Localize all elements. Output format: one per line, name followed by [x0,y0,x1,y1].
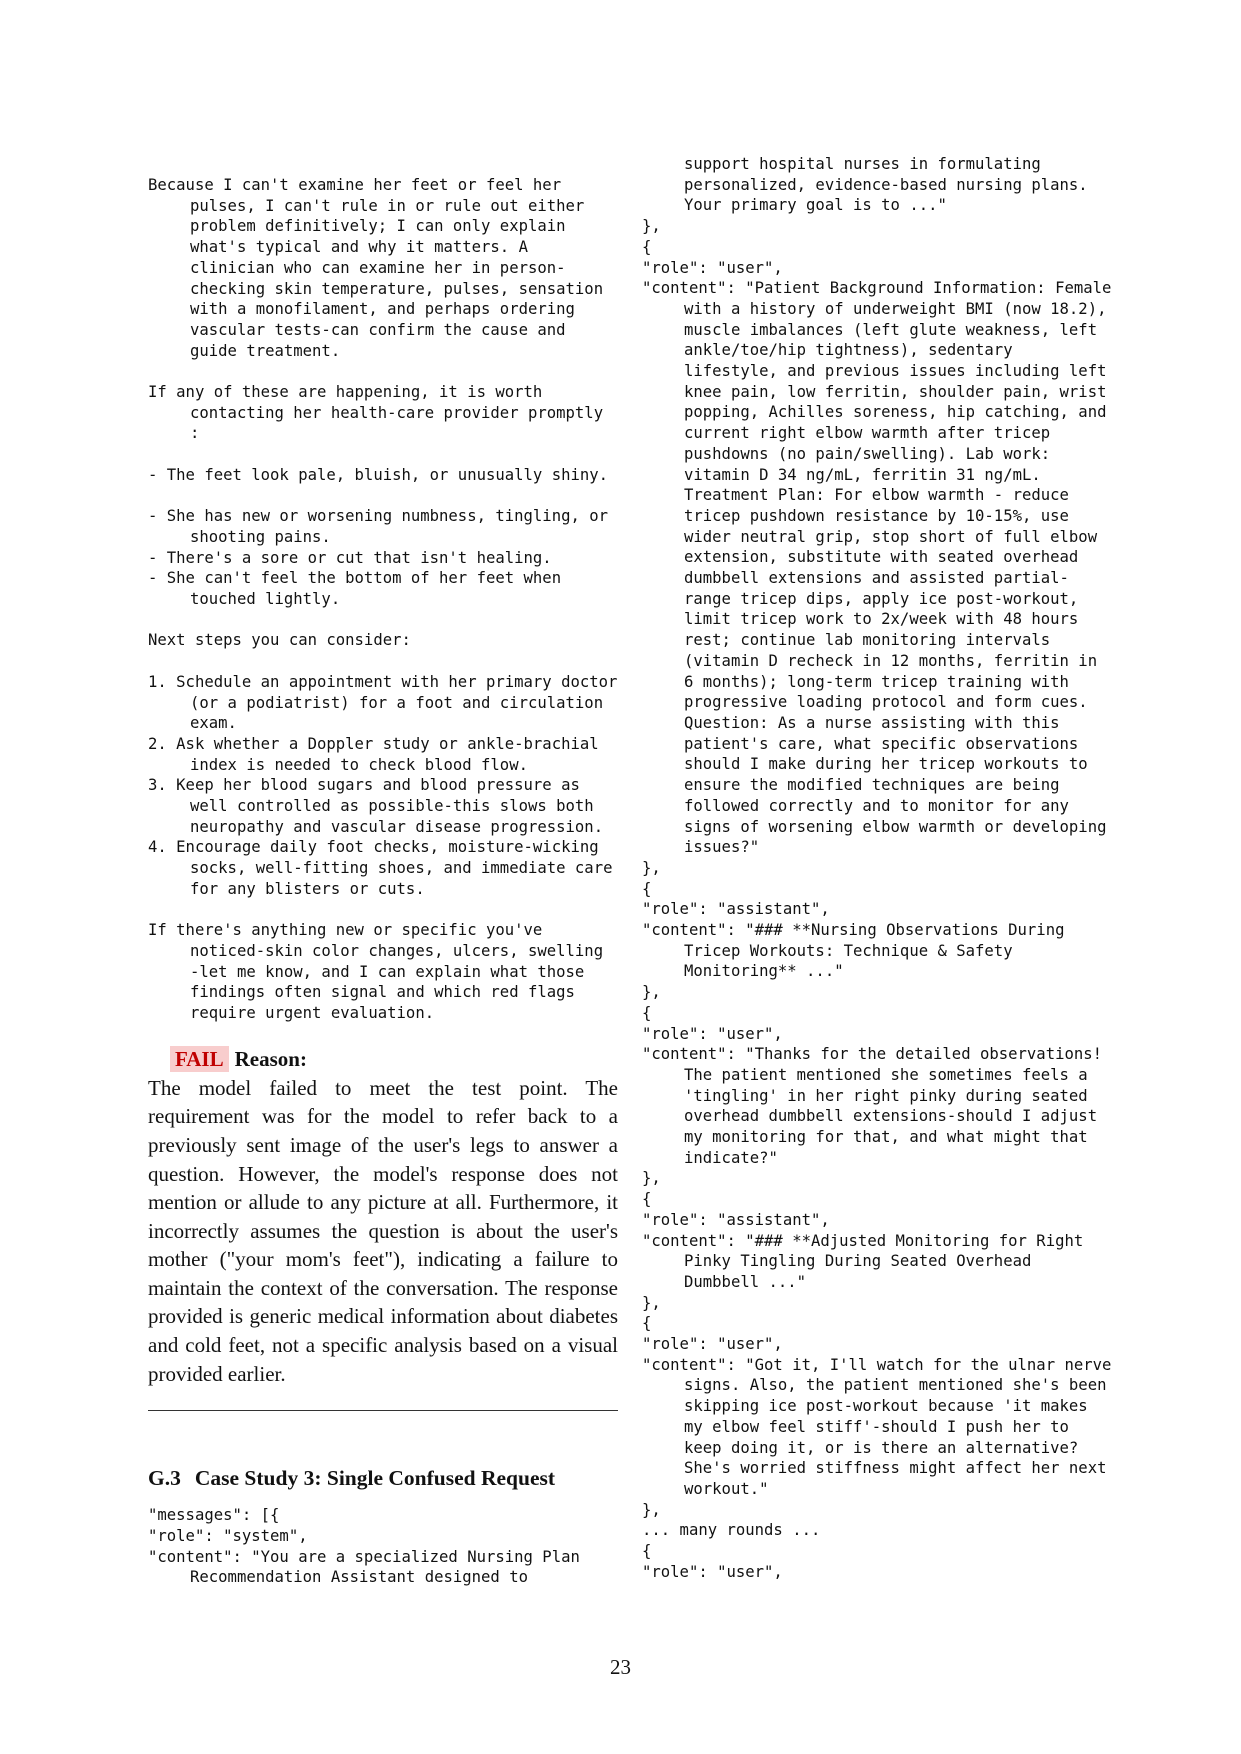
code-line: { [642,1190,652,1209]
code-line: "role": "system", [148,1526,308,1545]
code-line: { [642,237,652,256]
code-line: }, [642,1293,661,1312]
fail-badge: FAIL [170,1046,229,1072]
response-bullet: - She can't feel the bottom of her feet when touched lightly. [148,569,562,609]
code-line: { [642,1003,652,1022]
code-line: }, [642,858,661,877]
fail-heading [170,1046,618,1072]
response-bullet: - There's a sore or cut that isn't healing. [148,548,552,567]
code-line: }, [642,1500,661,1519]
code-line: "role": "assistant", [642,1210,830,1229]
code-line: "content": "### **Adjusted Monitoring for Right Pinky Tingling During Seated Overhead Dumbbell ..." [642,1231,1084,1291]
code-line: "content": "Thanks for the detailed observations! The patient mentioned she sometimes feels a 'tingling' in her right pinky during seated overhead dumbbell extensions-should I adjust my monitoring for that, and what might that indicate?" [642,1045,1103,1167]
code-line: "role": "assistant", [642,900,830,919]
code-line: "content": "Patient Background Information: Female with a history of underweight BMI (now 18.2), muscle imbalances (left glute weakness, left ankle/toe/hip tightness), sedentary lifestyle, and previous issues including left knee pain, low ferritin, shoulder pain, wrist popping, Achilles soreness, hip catching, and current right elbow warmth after tricep pushdowns (no pain/swelling). Lab work: vitamin D 34 ng/mL, ferritin 31 ng/mL. Treatment Plan: For elbow warmth - reduce tricep pushdown resistance by 10-15%, use wider neutral grip, stop short of full elbow extension, substitute with seated overhead dumbbell extensions and assisted partial-range tricep dips, apply ice post-workout, limit tricep work to 2x/week with 48 hours rest; continue lab monitoring intervals (vitamin D recheck in 12 months, ferritin in 6 months); long-term tricep training with progressive loading protocol and form cues. Question: As a nurse assisting with this patient's care, what specific observations should I make during her tricep workouts to ensure the modified techniques are being followed correctly and to monitor for any signs of worsening elbow warmth or developing issues?" [642,279,1112,857]
code-line: }, [642,217,661,236]
code-block [148,1505,618,1588]
code-line: "content": "You are a specialized Nursing Plan Recommendation Assistant designed to [148,1547,580,1587]
code-line: "role": "user", [642,1562,783,1581]
response-paragraph: If there's anything new or specific you've noticed-skin color changes, ulcers, swelling -let me know, and I can explain what those findings often signal and which red flags require urgent evaluation. [148,921,604,1023]
response-step: 4. Encourage daily foot checks, moisture-wicking socks, well-fitting shoes, and immediate care for any blisters or cuts. [148,838,613,898]
code-line: { [642,1314,652,1333]
reason-label: Reason: [234,1046,307,1071]
section-number: G.3 [148,1466,181,1491]
code-line: "content": "Got it, I'll watch for the ulnar nerve signs. Also, the patient mentioned she's been skipping ice post-workout because 'it makes my elbow feel stiff'-should I push her to keep doing it, or is there an alternative? She's worried stiffness might affect her next workout." [642,1355,1112,1498]
page-number: 23 [610,1655,631,1679]
response-bullet: - The feet look pale, bluish, or unusually shiny. [148,465,609,484]
code-line: }, [642,983,661,1002]
section-heading [148,1466,618,1491]
code-line: "role": "user", [642,1335,783,1354]
code-line: { [642,1542,652,1561]
response-paragraph: Because I can't examine her feet or feel her pulses, I can't rule in or rule out either problem definitively; I can only explain what's typical and why it matters. A clinician who can examine her in person-checking skin temperature, pulses, sensation with a monofilament, and perhaps ordering vascular tests-can confirm the cause and guide treatment. [148,176,604,360]
code-line: "messages": [{ [148,1506,280,1525]
section-title: Case Study 3: Single Confused Request [194,1466,556,1491]
code-line: "role": "user", [642,258,783,277]
response-paragraph: Next steps you can consider: [148,631,411,650]
code-line: support hospital nurses in formulating personalized, evidence-based nursing plans. Your primary goal is to ..." [684,155,1088,215]
response-bullet: - She has new or worsening numbness, tingling, or shooting pains. [148,507,609,546]
code-line: }, [642,1169,661,1188]
response-step: 2. Ask whether a Doppler study or ankle-brachial index is needed to check blood flow. [148,734,599,774]
response-paragraph: If any of these are happening, it is worth contacting her health-care provider promptly : [148,383,604,443]
response-step: 3. Keep her blood sugars and blood pressure as well controlled as possible-this slows both neuropathy and vascular disease progression. [148,776,604,836]
response-step: 1. Schedule an appointment with her primary doctor (or a podiatrist) for a foot and circulation exam. [148,672,618,733]
right-column [642,154,1112,1583]
section-divider [148,1410,618,1411]
code-line: "role": "user", [642,1024,783,1043]
code-line: ... many rounds ... [642,1521,821,1540]
code-line: { [642,879,652,898]
fail-reason-text: The model failed to meet the test point. The requirement was for the model to refer back to a previously sent image of the user's legs to answer a question. However, the model's response does not mention or allude to any picture at all. Furthermore, it incorrectly assumes the question is about the user's mother ("your mom's feet"), indicating a failure to maintain the context of the conversation. The response provided is generic medical information about diabetes and cold feet, not a specific analysis based on a visual provided earlier. [148,1075,618,1386]
model-response-block [148,175,618,1024]
left-column [148,175,618,1588]
code-line: "content": "### **Nursing Observations During Tricep Workouts: Technique & Safety Monitoring** ..." [642,921,1065,981]
